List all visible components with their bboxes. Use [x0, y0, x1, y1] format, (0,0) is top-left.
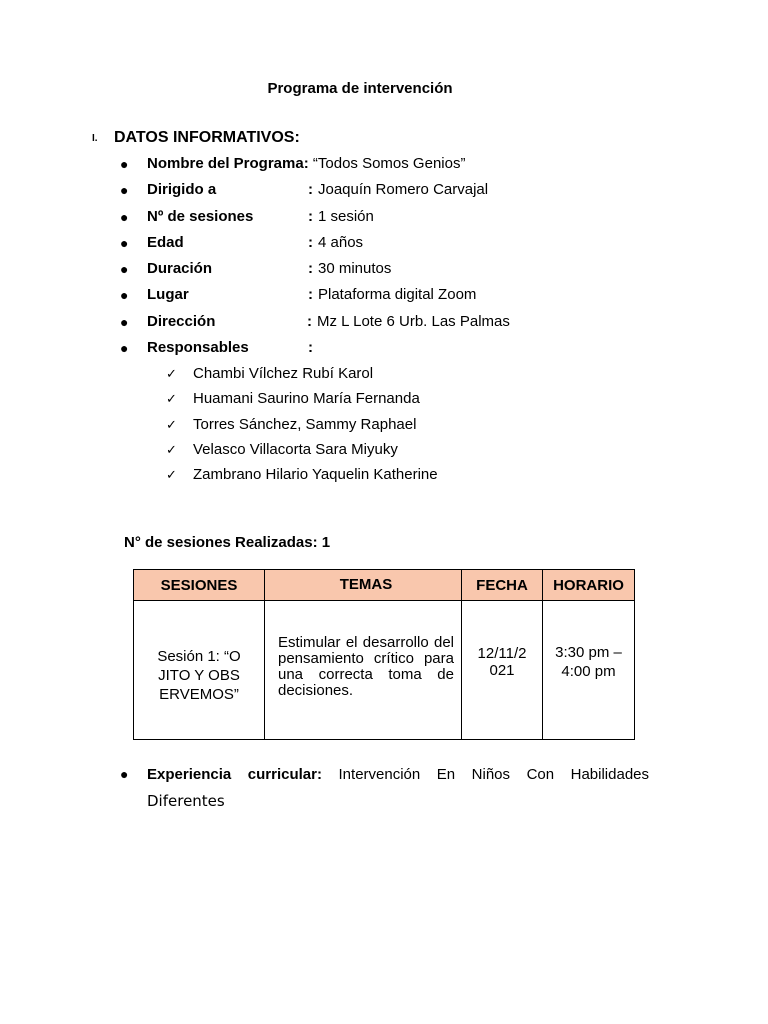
checkmark-icon: ✓ — [166, 441, 177, 457]
responsable-name: Chambi Vílchez Rubí Karol — [193, 365, 374, 382]
bullet-icon: ● — [120, 313, 129, 330]
page-title: Programa de intervención — [267, 80, 453, 97]
info-value: Joaquín Romero Carvajal — [318, 181, 489, 199]
cell-tema — [265, 601, 462, 740]
bullet-icon: ● — [120, 208, 129, 225]
list-item — [166, 440, 438, 465]
list-item — [166, 465, 438, 490]
list-item — [166, 364, 438, 389]
bullet-icon: ● — [120, 182, 129, 199]
responsables-list — [166, 364, 438, 490]
info-label: Lugar — [147, 286, 189, 304]
column-header-temas: TEMAS — [265, 570, 462, 601]
bullet-icon: ● — [120, 766, 129, 782]
info-value: “Todos Somos Genios” — [312, 155, 466, 172]
cell-sesion-text: Sesión 1: “OJITO Y OBSERVEMOS” — [157, 647, 241, 703]
cell-sesion — [134, 601, 265, 740]
bullet-icon: ● — [120, 234, 129, 251]
checkmark-icon: ✓ — [166, 467, 177, 483]
info-colon: : — [308, 260, 313, 278]
cell-fecha — [462, 601, 543, 740]
sessions-done-heading: N° de sesiones Realizadas: 1 — [124, 534, 331, 551]
info-label: Nombre del Programa: “Todos Somos Genios” — [147, 155, 466, 172]
section-heading — [92, 129, 300, 147]
column-header-sesiones: SESIONES — [134, 570, 265, 601]
bullet-icon: ● — [120, 156, 129, 172]
info-colon: : — [308, 181, 313, 199]
info-label: Edad — [147, 233, 184, 251]
bullet-icon: ● — [120, 340, 129, 357]
info-value: 4 años — [318, 233, 364, 251]
info-value: Mz L Lote 6 Urb. Las Palmas — [317, 312, 510, 330]
experiencia-label: Experiencia curricular: — [147, 766, 322, 783]
info-label: Nº de sesiones — [147, 207, 254, 225]
table-row — [134, 601, 635, 740]
experiencia-value-continued: Diferentes — [147, 792, 225, 810]
cell-tema-text: Estimular el desarrollo del pensamiento crítico para una correcta toma de decisiones. — [278, 634, 454, 699]
info-value: Plataforma digital Zoom — [318, 286, 477, 304]
cell-horario-text: 3:30 pm – 4:00 pm — [555, 644, 622, 680]
info-colon: : — [308, 207, 313, 225]
section-heading-text: DATOS INFORMATIVOS: — [114, 129, 300, 146]
sessions-table — [133, 569, 635, 740]
info-colon: : — [307, 312, 312, 330]
checkmark-icon: ✓ — [166, 416, 177, 432]
table-header-row — [134, 570, 635, 601]
checkmark-icon: ✓ — [166, 391, 177, 407]
experiencia-value: Intervención En Niños Con Habilidades — [338, 766, 650, 783]
info-colon: : — [308, 233, 313, 251]
info-colon: : — [308, 339, 313, 357]
info-value: 30 minutos — [318, 260, 392, 278]
info-label: Responsables — [147, 339, 249, 357]
cell-horario — [543, 601, 635, 740]
section-number: I. — [92, 133, 98, 144]
checkmark-icon: ✓ — [166, 366, 177, 381]
list-item — [166, 389, 438, 414]
bullet-icon: ● — [120, 261, 129, 278]
info-label: Dirección — [147, 312, 216, 330]
column-header-horario: HORARIO — [543, 570, 635, 601]
column-header-fecha: FECHA — [462, 570, 543, 601]
experiencia-line — [147, 766, 649, 783]
cell-fecha-text: 12/11/2021 — [477, 644, 527, 679]
responsable-name: Huamani Saurino María Fernanda — [193, 390, 420, 408]
bullet-icon: ● — [120, 287, 129, 304]
responsable-name: Zambrano Hilario Yaquelin Katherine — [193, 466, 438, 484]
list-item — [166, 415, 438, 440]
info-label: Dirigido a — [147, 181, 217, 199]
info-value: 1 sesión — [318, 207, 374, 225]
responsable-name: Torres Sánchez, Sammy Raphael — [193, 415, 417, 433]
responsable-name: Velasco Villacorta Sara Miyuky — [193, 440, 398, 458]
info-label: Duración — [147, 260, 213, 278]
info-colon: : — [308, 286, 313, 304]
